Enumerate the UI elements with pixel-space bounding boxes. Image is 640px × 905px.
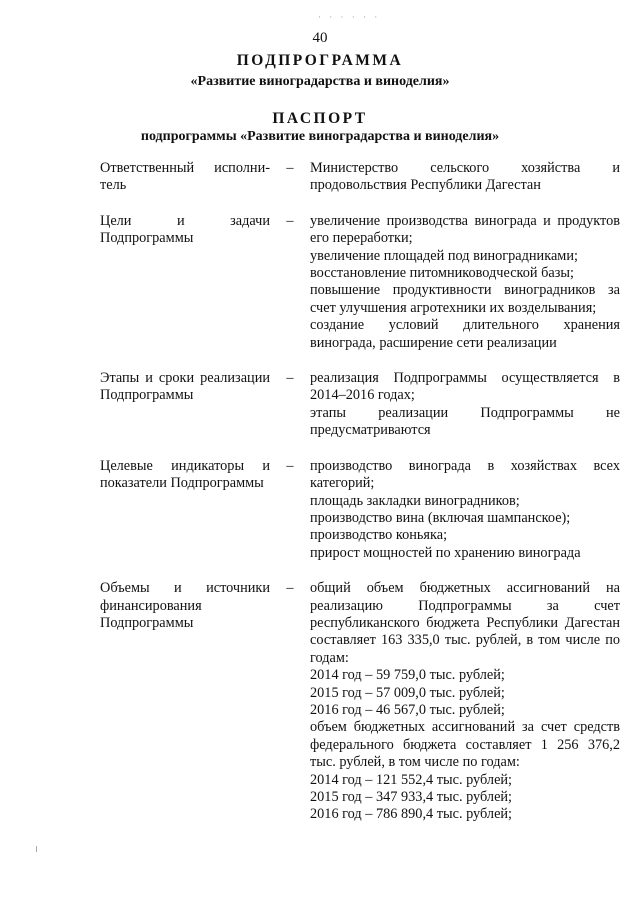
description-line: восстановление питомниководческой базы; — [310, 265, 574, 282]
passport-row-description — [310, 213, 620, 352]
description-line: 2014 год – 121 552,4 тыс. рублей; — [310, 771, 513, 788]
passport-row — [100, 458, 620, 562]
subprogram-subtitle: «Развитие виноградарства и виноделия» — [190, 74, 450, 89]
description-line: площадь закладки виноградников; — [310, 492, 520, 509]
description-line: Министерство сельского хозяйства и продовольствия Республики Дагестан — [310, 160, 620, 194]
passport-row-dash: – — [286, 580, 294, 597]
description-line: этапы реализации Подпрограммы не предусматриваются — [310, 404, 620, 439]
description-line: создание условий длительного хранения винограда, расширение сети реализации — [310, 317, 620, 351]
description-line: производство винограда в хозяйствах всех категорий; — [310, 457, 620, 492]
description-line: реализация Подпрограммы осуществляется в 2014–2016 годах; — [310, 370, 620, 404]
passport-row-description — [310, 458, 620, 562]
description-line: производство вина (включая шампанское); — [310, 509, 571, 526]
description-line: 2015 год – 57 009,0 тыс. рублей; — [310, 684, 505, 701]
description-line: 2015 год – 347 933,4 тыс. рублей; — [310, 789, 513, 805]
passport-row-label: Этапы и сроки реализации Подпрограммы — [100, 370, 270, 404]
description-line: 2016 год – 46 567,0 тыс. рублей; — [310, 701, 505, 718]
passport-row-label: Цели и задачи Подпрограммы — [100, 212, 270, 247]
passport-row — [100, 213, 620, 352]
passport-row-label: Целевые индикаторы и показатели Подпрограммы — [100, 457, 270, 492]
margin-mark — [36, 846, 37, 852]
passport-title: ПАСПОРТ — [272, 110, 368, 127]
scan-artifact: · · · · · · — [318, 12, 381, 22]
passport-row-label: Объемы и источники финансирования Подпрограммы — [100, 580, 270, 631]
description-line: увеличение производства винограда и продуктов его переработки; — [310, 212, 620, 247]
passport-row-dash: – — [286, 160, 294, 176]
passport-row — [100, 160, 620, 195]
passport-row-dash: – — [286, 370, 294, 387]
passport-row-dash: – — [286, 212, 294, 229]
passport-subtitle: подпрограммы «Развитие виноградарства и виноделия» — [140, 129, 500, 144]
description-line: общий объем бюджетных ассигнований на реализацию Подпрограммы за счет республиканского бюджета Республики Дагестан составляет 163 335,0 тыс. рублей, в том числе по годам: — [310, 580, 620, 666]
passport-row-description — [310, 580, 620, 824]
passport-row-description — [310, 370, 620, 440]
passport-row-description — [310, 160, 620, 195]
description-line: прирост мощностей по хранению винограда — [310, 544, 581, 561]
passport-row-label: Ответственный исполни-тель — [100, 160, 270, 194]
description-line: объем бюджетных ассигнований за счет средств федерального бюджета составляет 1 256 376,2 тыс. рублей, в том числе по годам: — [310, 719, 620, 771]
passport-table — [100, 160, 620, 842]
description-line: производство коньяка; — [310, 527, 448, 544]
description-line: увеличение площадей под виноградниками; — [310, 247, 578, 264]
passport-row — [100, 370, 620, 440]
description-line: 2016 год – 786 890,4 тыс. рублей; — [310, 806, 513, 823]
passport-row — [100, 580, 620, 824]
description-line: 2014 год – 59 759,0 тыс. рублей; — [310, 667, 505, 684]
description-line: повышение продуктивности виноградников за счет улучшения агротехники их возделывания; — [310, 282, 620, 316]
page-number: 40 — [312, 30, 328, 46]
subprogram-title: ПОДПРОГРАММА — [236, 52, 404, 69]
passport-row-dash: – — [286, 457, 294, 474]
